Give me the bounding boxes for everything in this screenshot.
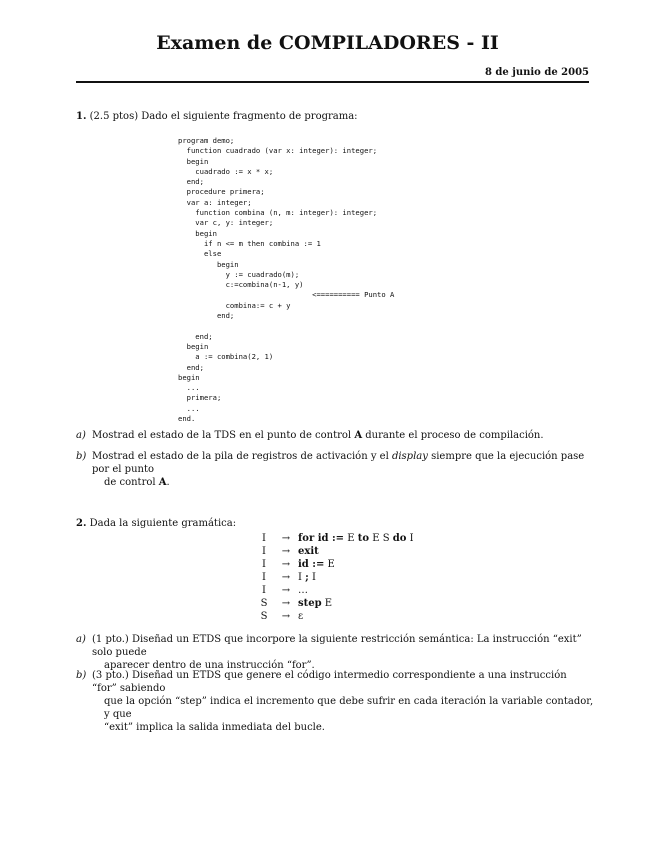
rule-lhs: I [262, 546, 266, 557]
rule-rhs [298, 545, 319, 558]
arrow: → [281, 585, 291, 596]
control-point-a-2: A [158, 477, 167, 488]
symbol: I [298, 572, 306, 583]
question-2a-label: a) [76, 634, 86, 645]
keyword: to [357, 533, 370, 544]
rule-lhs: I [262, 559, 266, 570]
question-2-number: 2. [76, 518, 87, 529]
rule-rhs [298, 571, 316, 584]
question-1b-label: b) [76, 451, 87, 462]
question-1b-line2-pre: de control [104, 477, 159, 488]
question-2-intro: Dada la siguiente gramática: [89, 518, 237, 529]
question-1a-label: a) [76, 430, 86, 441]
rule-rhs [298, 597, 332, 610]
arrow: → [281, 611, 291, 622]
rule-rhs [298, 532, 414, 545]
question-2b-label: b) [76, 670, 87, 681]
arrow: → [281, 559, 291, 570]
question-1b-line-2 [92, 476, 594, 489]
question-1a-text-pre: Mostrad el estado de la TDS en el punto de control [92, 430, 355, 441]
rule-lhs: I [262, 585, 266, 596]
question-1b-text-mid: siempre que la ejecución pase por el punto [92, 451, 585, 475]
symbol: I [406, 533, 414, 544]
rule-rhs [298, 610, 303, 623]
question-2b-line-1: (3 pto.) Diseñad un ETDS que genere el código intermedio correspondiente a una instrucción “for” sabiendo [92, 670, 567, 694]
symbol: E S [369, 533, 393, 544]
rule-lhs: I [262, 572, 266, 583]
arrow: → [281, 546, 291, 557]
keyword: id := [298, 559, 325, 570]
question-2b-line-3: “exit” implica la salida inmediata del bucle. [104, 722, 325, 733]
arrow: → [281, 572, 291, 583]
rule-lhs: S [260, 598, 268, 609]
question-1a-text [92, 429, 594, 442]
question-1b [76, 450, 594, 489]
rule-rhs [298, 558, 335, 571]
question-2b-line-2: que la opción “step” indica el incremento que debe sufrir en cada iteración la variable contador, y que [104, 696, 594, 720]
question-1-number: 1. [76, 111, 87, 122]
question-2a [76, 633, 594, 672]
question-1b-line-1 [92, 450, 594, 476]
question-1b-text-pre: Mostrad el estado de la pila de registros de activación y el [92, 451, 392, 462]
question-1a-text-post: durante el proceso de compilación. [362, 430, 544, 441]
symbol: … [298, 585, 308, 596]
question-1b-text [92, 450, 594, 489]
exam-date: 8 de junio de 2005 [484, 67, 589, 78]
exam-title: Examen de COMPILADORES - II [156, 32, 499, 54]
keyword: exit [298, 546, 319, 557]
question-2a-line-2: aparecer dentro de una instrucción “for”. [104, 660, 315, 671]
question-2 [76, 517, 596, 530]
keyword: for id := [298, 533, 345, 544]
symbol: ε [298, 611, 304, 622]
symbol: E [324, 559, 335, 570]
program-listing: program demo; function cuadrado (var x: integer): integer; begin cuadrado := x * x; end; procedure primera; var a: integer; function combina (n, m: integer): integer; var c, y: integer; begin if n <= m then combina := 1 else begin y := cuadrado(m); c:=combina(n-1, y) <========== Punto A combina:= c + y end; end; begin a := combina(2, 1) end; begin ... primera; ... end. [178, 136, 395, 424]
symbol: E [321, 598, 333, 609]
keyword: do [392, 533, 407, 544]
arrow: → [281, 598, 291, 609]
question-1b-text-post: . [166, 477, 170, 488]
question-2a-line-1: (1 pto.) Diseñad un ETDS que incorpore la siguiente restricción semántica: La instrucción “exit” solo puede [92, 634, 582, 658]
rule-lhs: I [262, 533, 266, 544]
question-1a [76, 429, 594, 442]
display-term: display [391, 451, 428, 462]
question-1-intro: (2.5 ptos) Dado el siguiente fragmento de programa: [89, 111, 358, 122]
question-1 [76, 110, 596, 123]
question-2a-text [92, 633, 594, 672]
keyword: step [298, 598, 322, 609]
symbol: E [344, 533, 358, 544]
symbol: I [308, 572, 316, 583]
control-point-a: A [354, 430, 363, 441]
header-rule [76, 81, 589, 83]
rule-rhs [298, 584, 308, 597]
question-2b [76, 669, 594, 734]
question-2b-text [92, 669, 594, 734]
arrow: → [281, 533, 291, 544]
keyword: ; [305, 572, 309, 583]
rule-lhs: S [260, 611, 268, 622]
